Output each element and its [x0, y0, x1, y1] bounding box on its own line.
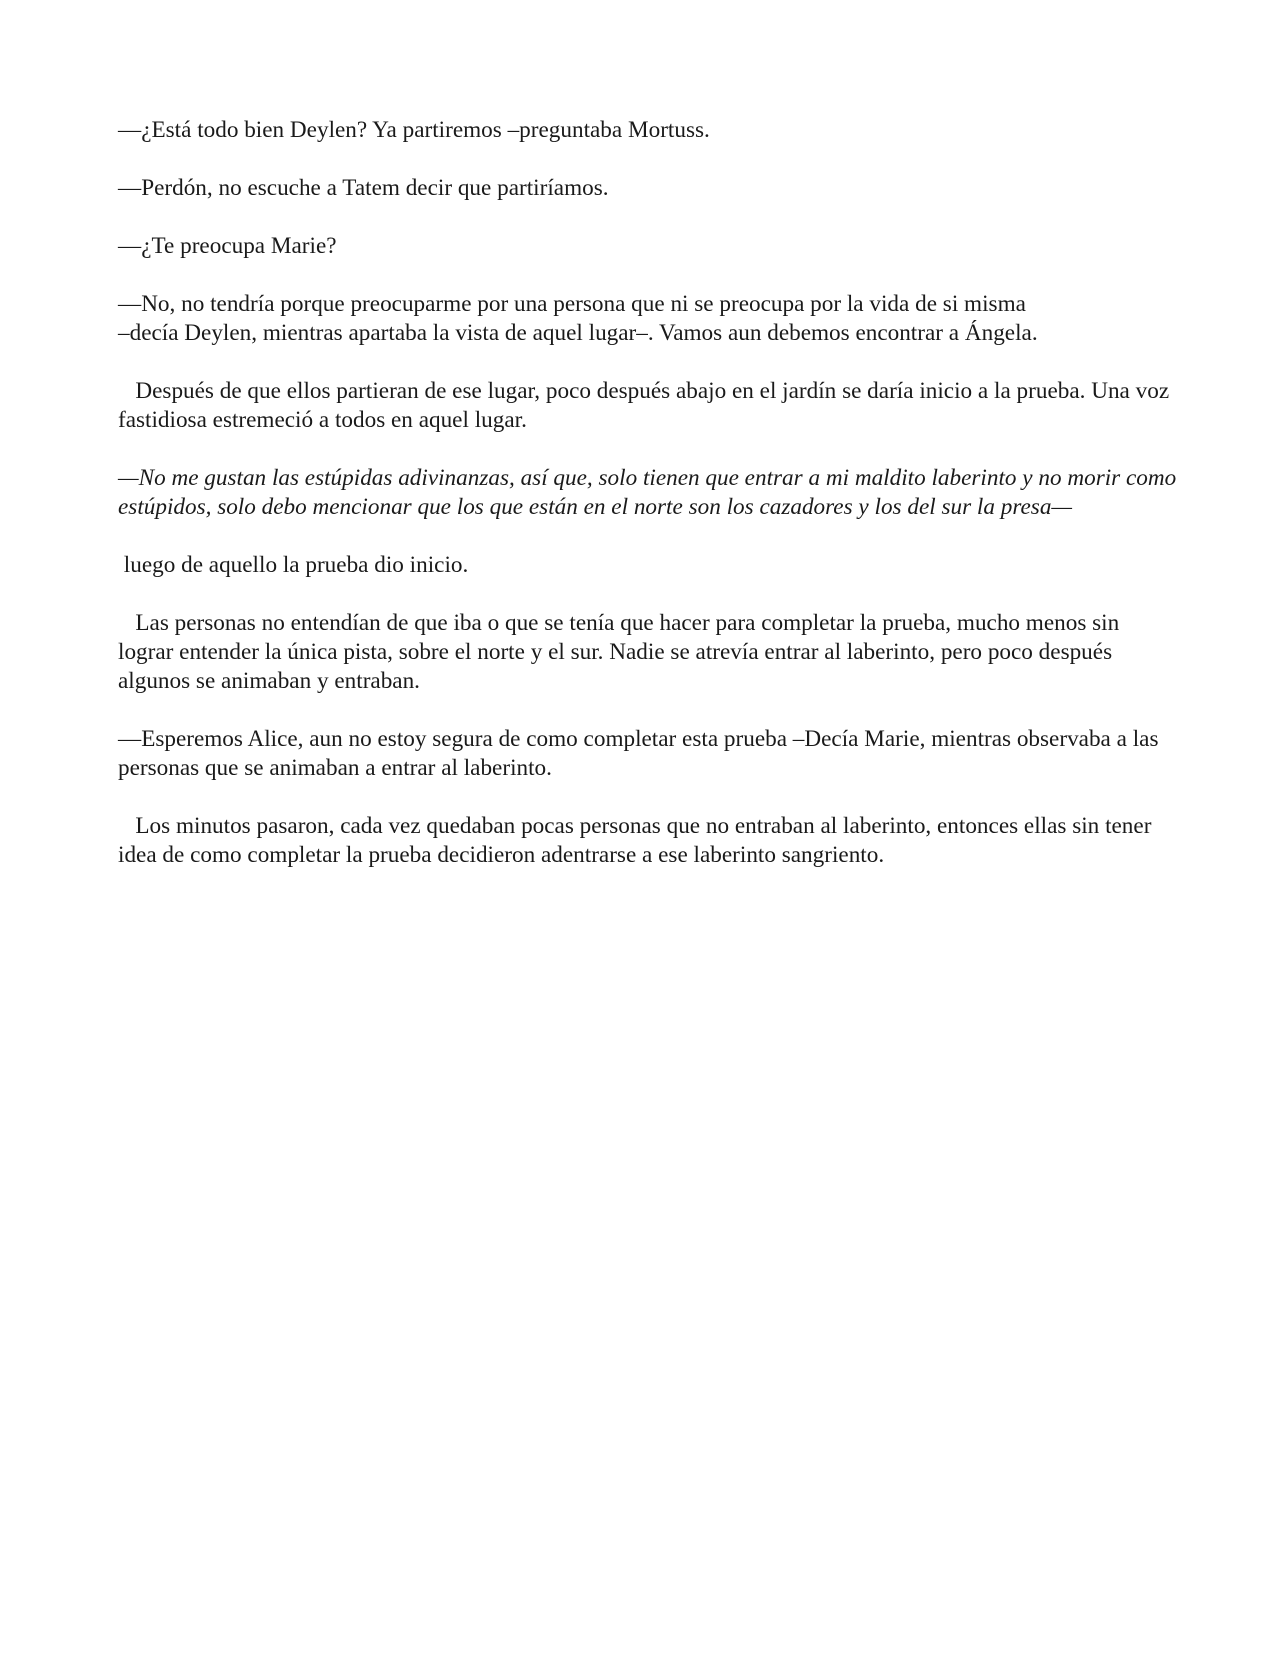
paragraph-5: Después de que ellos partieran de ese lugar, poco después abajo en el jardín se daría inicio a la prueba. Una voz fastidiosa estremeció a todos en aquel lugar. — [118, 378, 1175, 433]
paragraph-4: —No, no tendría porque preocuparme por una persona que ni se preocupa por la vida de si misma –decía Deylen, mientras apartaba la vista de aquel lugar–. Vamos aun debemos encontrar a Ángela. — [118, 291, 1038, 346]
paragraph-2: —Perdón, no escuche a Tatem decir que partiríamos. — [118, 175, 609, 201]
paragraph-8: Las personas no entendían de que iba o que se tenía que hacer para completar la prueba, mucho menos sin lograr entender la única pista, sobre el norte y el sur. Nadie se atrevía entrar al laberinto, pero poco después algunos se animaban y entraban. — [118, 610, 1126, 694]
paragraph-6: —No me gustan las estúpidas adivinanzas, así que, solo tienen que entrar a mi maldito laberinto y no morir como estúpidos, solo debo mencionar que los que están en el norte son los cazadores y los del sur la presa— — [118, 465, 1183, 520]
paragraph-9: —Esperemos Alice, aun no estoy segura de como completar esta prueba –Decía Marie, mientras observaba a las personas que se animaban a entrar al laberinto. — [118, 726, 1165, 781]
document-body — [118, 116, 1183, 899]
paragraph-7: luego de aquello la prueba dio inicio. — [118, 552, 469, 578]
paragraph-1: —¿Está todo bien Deylen? Ya partiremos –preguntaba Mortuss. — [118, 117, 710, 143]
paragraph-10: Los minutos pasaron, cada vez quedaban pocas personas que no entraban al laberinto, entonces ellas sin tener idea de como completar la prueba decidieron adentrarse a ese laberinto sangriento. — [118, 813, 1158, 868]
paragraph-3: —¿Te preocupa Marie? — [118, 233, 337, 259]
